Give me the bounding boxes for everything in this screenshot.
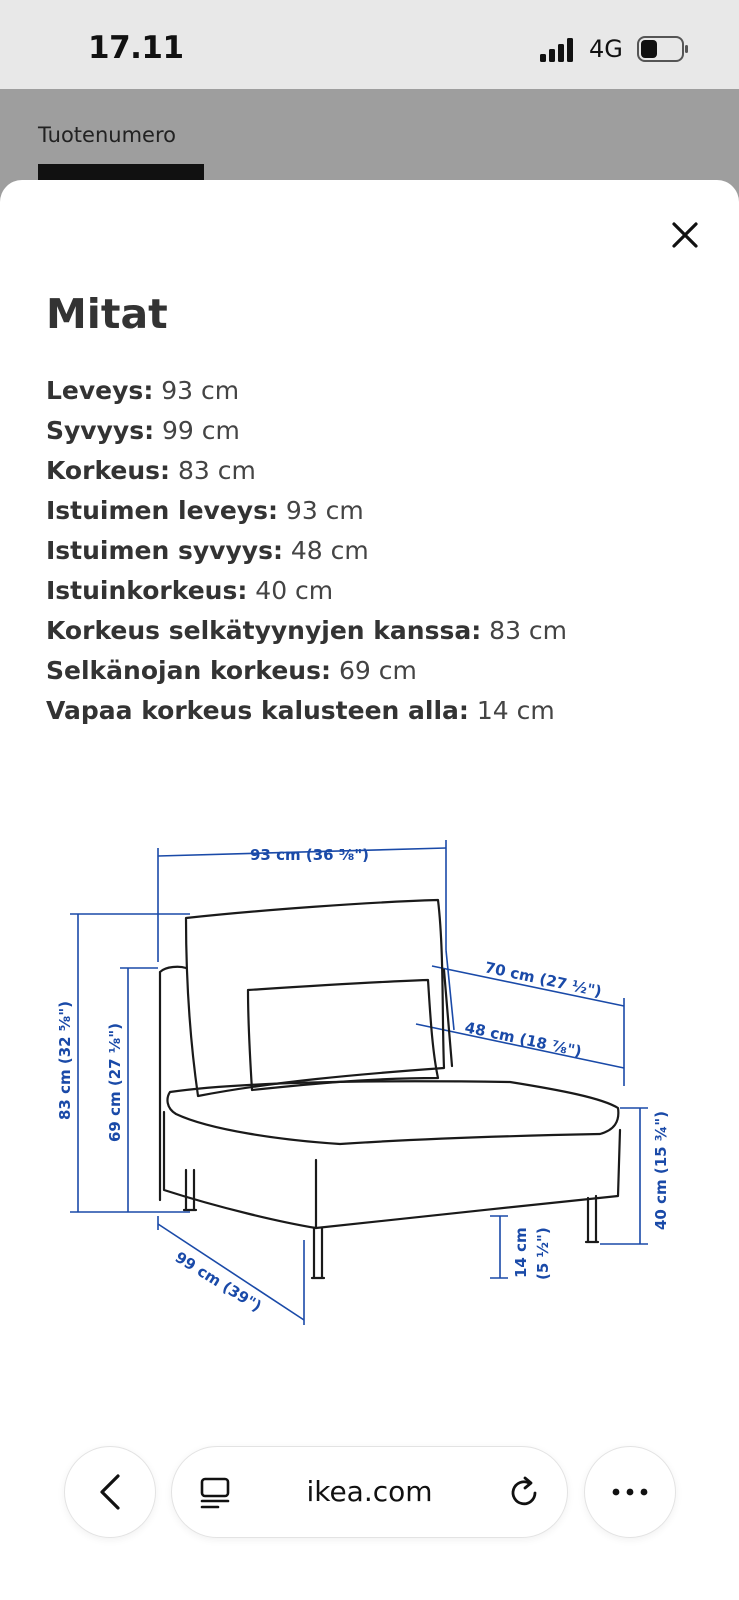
dimension-label: Korkeus:: [46, 456, 171, 485]
dimension-label: Vapaa korkeus kalusteen alla:: [46, 696, 469, 725]
dimension-label: Selkänojan korkeus:: [46, 656, 331, 685]
back-height-label: 69 cm (27 ⅛"): [106, 1023, 124, 1142]
depth-label: 99 cm (39"): [171, 1248, 265, 1316]
close-icon: [671, 221, 699, 249]
dimension-label: Istuimen syvyys:: [46, 536, 283, 565]
sofa-outline: [160, 900, 620, 1278]
url-text[interactable]: ikea.com: [306, 1475, 433, 1508]
status-bar: [0, 0, 739, 89]
dimension-value: 40 cm: [255, 576, 334, 605]
back-icon: [98, 1474, 122, 1510]
clearance-label: 14 cm: [512, 1227, 530, 1278]
dimensions-list: [46, 374, 706, 734]
more-button[interactable]: [584, 1446, 676, 1538]
address-bar[interactable]: [171, 1446, 568, 1538]
dimension-row: [46, 374, 706, 414]
dimension-label: Istuinkorkeus:: [46, 576, 248, 605]
dimension-row: [46, 614, 706, 654]
dimension-row: [46, 494, 706, 534]
height-label: 83 cm (32 ⅝"): [56, 1001, 74, 1120]
dimension-drawing: [40, 830, 700, 1350]
dimension-value: 14 cm: [476, 696, 555, 725]
back-button[interactable]: [64, 1446, 156, 1538]
battery-icon: [637, 36, 689, 62]
dimension-value: 99 cm: [162, 416, 240, 445]
back-depth-label: 70 cm (27 ½"): [483, 958, 604, 1001]
close-button[interactable]: [664, 214, 706, 256]
signal-icon: [540, 38, 576, 62]
seat-height-label: 40 cm (15 ¾"): [652, 1111, 670, 1230]
status-time: 17.11: [88, 30, 184, 66]
dimensions-sheet: [0, 180, 739, 1600]
sheet-title: Mitat: [46, 290, 168, 338]
dimension-row: [46, 654, 706, 694]
browser-bottom-bar: [0, 1420, 739, 1600]
dimension-row: [46, 454, 706, 494]
dimension-value: 83 cm: [489, 616, 568, 645]
dimension-row: [46, 574, 706, 614]
clearance-label-inches: (5 ½"): [534, 1227, 552, 1280]
width-label: 93 cm (36 ⅝"): [250, 846, 369, 864]
dimension-value: 93 cm: [285, 496, 364, 525]
dimension-value: 69 cm: [338, 656, 417, 685]
seat-depth-label: 48 cm (18 ⅞"): [463, 1018, 584, 1061]
dimension-value: 48 cm: [290, 536, 369, 565]
more-icon: [612, 1488, 648, 1496]
dimension-row: [46, 534, 706, 574]
dimension-label: Istuimen leveys:: [46, 496, 278, 525]
dimension-row: [46, 694, 706, 734]
dimension-label: Korkeus selkätyynyjen kanssa:: [46, 616, 482, 645]
network-type: 4G: [589, 35, 623, 63]
product-number-label: Tuotenumero: [38, 123, 176, 147]
dimension-row: [46, 414, 706, 454]
reload-icon[interactable]: [507, 1475, 541, 1509]
dimension-label: Syvyys:: [46, 416, 155, 445]
dimension-value: 83 cm: [177, 456, 256, 485]
dimension-value: 93 cm: [161, 376, 240, 405]
dimension-label: Leveys:: [46, 376, 154, 405]
